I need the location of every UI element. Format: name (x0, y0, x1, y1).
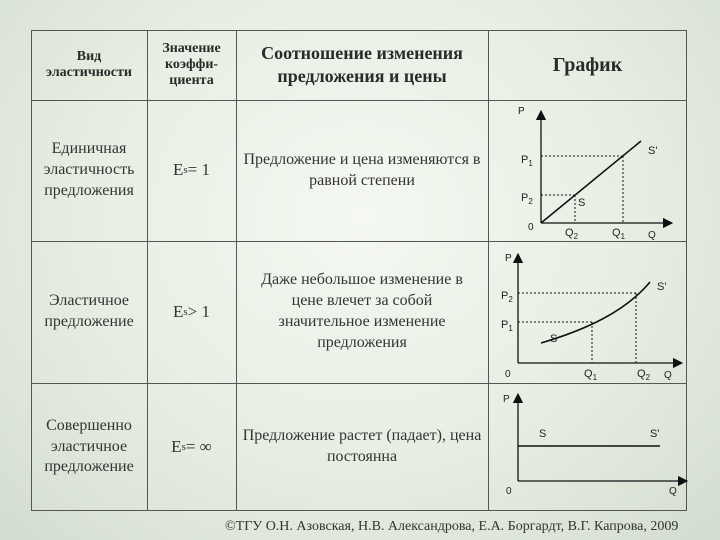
s-label: S (539, 428, 547, 440)
q1-label: $Q_1$ (584, 368, 598, 382)
header-coefficient: Значение коэффи-циента (162, 40, 221, 89)
s-label: S (550, 333, 558, 345)
row-3-formula: E s = ∞ (171, 436, 212, 456)
s-label: S (578, 197, 586, 209)
row-1-formula: E s = 1 (172, 160, 210, 180)
origin-label: 0 (528, 222, 534, 233)
footer-credits: ©ТГУ О.Н. Азовская, Н.В. Александрова, Е.А. Боргардт, В.Г. Капрова, 2009 (225, 519, 679, 534)
header-type: Вид эластичности (46, 48, 132, 80)
row-2-description: Даже небольшое изменение в цене влечет за собой значительное изменение предложения (261, 271, 463, 351)
row-1-description: Предложение и цена изменяются в равной степени (243, 150, 481, 189)
q-axis-label: Q (669, 486, 677, 497)
s-prime-label: S' (648, 145, 658, 157)
row-2-type: Эластичное предложение (44, 292, 134, 330)
p1-label: $P_1$ (521, 154, 533, 168)
origin-label: 0 (506, 486, 512, 497)
q2-label: $Q_2$ (565, 227, 579, 241)
q1-label: $Q_1$ (612, 227, 626, 241)
row-3-description: Предложение растет (падает), цена постоянна (242, 427, 482, 465)
header-graph: График (552, 54, 623, 76)
p-axis-label: P (505, 253, 512, 264)
s-prime-label: S' (650, 428, 660, 440)
q2-label: $Q_2$ (637, 368, 651, 382)
p-axis-label: P (503, 394, 510, 405)
s-prime-label: S' (657, 281, 667, 293)
row-1-type: Единичная эластичность предложения (43, 140, 135, 199)
origin-label: 0 (505, 369, 511, 380)
q-axis-label: Q (664, 370, 672, 381)
row-2-formula: E s > 1 (172, 301, 210, 321)
p2-label: $P_2$ (521, 192, 533, 206)
q-axis-label: Q (648, 230, 656, 241)
p2-label: $P_2$ (501, 290, 513, 304)
row-3-type: Совершенно эластичное предложение (44, 416, 134, 476)
p1-label: $P_1$ (501, 319, 513, 333)
header-ratio: Соотношение изменения предложения и цены (261, 42, 463, 86)
p-axis-label: P (518, 106, 525, 117)
